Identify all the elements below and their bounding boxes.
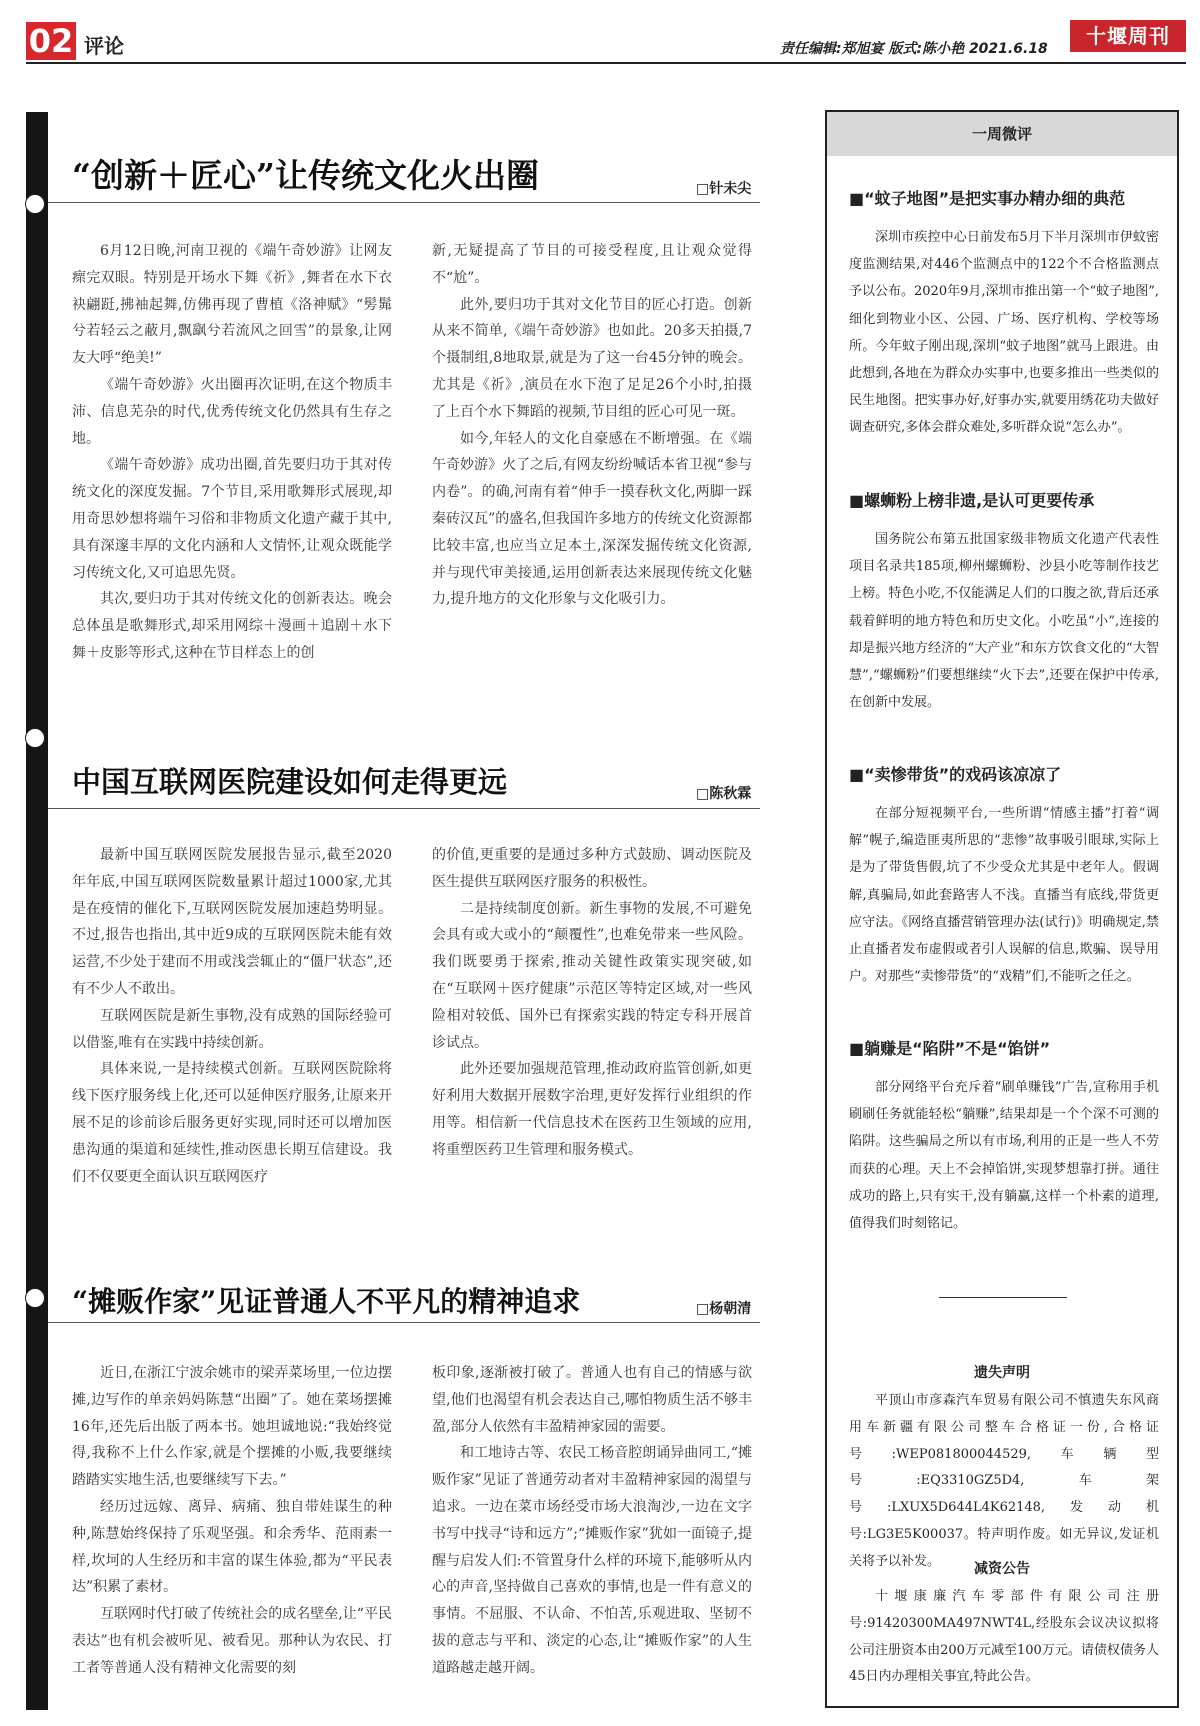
paragraph: 二是持续制度创新。新生事物的发展,不可避免会具有或大或小的“颠覆性”,也难免带来一些风险。我们既要勇于探索,推动关键性政策实现突破,如在“互联网＋医疗健康”示范区等特定区域,对一些风险相对较低、国外已有探索实践的特定专科开展首诊试点。 xyxy=(432,900,752,1051)
article-title: “创新＋匠心”让传统文化火出圈 xyxy=(72,156,539,195)
article-title: 中国互联网医院建设如何走得更远 xyxy=(72,765,508,799)
bullet-dot xyxy=(25,194,45,214)
sidebar-title: 一周微评 xyxy=(827,112,1177,156)
article-column-1 xyxy=(72,238,392,667)
article-column-2 xyxy=(432,238,752,613)
article-author: □杨朝清 xyxy=(696,1301,752,1317)
left-decor-strip xyxy=(26,112,48,1710)
section-name: 评论 xyxy=(84,34,124,58)
paragraph: 和工地诗古等、农民工杨音腔朗诵异曲同工,“摊贩作家”见证了普通劳动者对丰盈精神家园的渴望与追求。一边在菜市场经受市场大浪淘沙,一边在文字书写中找寻“诗和远方”;“摊贩作家”犹如一面镜子,提醒与启发人们:不管置身什么样的环境下,能够听从内心的声音,坚持做自己喜欢的事情,也是一件有意义的事情。不屈服、不认命、不怕苦,乐观进取、坚韧不拔的意志与平和、淡定的心态,让“摊贩作家”的人生道路越走越开阔。 xyxy=(432,1445,752,1676)
paragraph: 其次,要归功于其对传统文化的创新表达。晚会总体虽是歌舞形式,却采用网综＋漫画＋追剧＋水下舞＋皮影等形式,这种在节目样态上的创 xyxy=(72,591,392,661)
article-column-2 xyxy=(432,1360,752,1682)
article-column-1 xyxy=(72,1360,392,1682)
title-rule xyxy=(48,1322,760,1323)
page-number: 02 xyxy=(26,22,76,60)
article-title: “摊贩作家”见证普通人不平凡的精神追求 xyxy=(72,1285,581,1318)
paragraph: 《端午奇妙游》成功出圈,首先要归功于其对传统文化的深度发掘。7个节目,采用歌舞形式展现,却用奇思妙想将端午习俗和非物质文化遗产藏于其中,具有深邃丰厚的文化内涵和人文情怀,让观众既能学习传统文化,又可追思先贤。 xyxy=(72,457,392,581)
notice-text: 十堰康廉汽车零部件有限公司注册号:91420300MA497NWT4L,经股东会议决议拟将公司注册资本由200万元减至100万元。请债权债务人45日内办理相关事宜,特此公告。 xyxy=(849,1589,1159,1685)
header-divider xyxy=(26,62,1186,64)
notice-body xyxy=(849,1584,1159,1691)
masthead-logo: 十堰周刊 xyxy=(1070,20,1186,52)
paragraph: 6月12日晚,河南卫视的《端午奇妙游》让网友瘝完双眼。特别是开场水下舞《祈》,舞者在水下衣袂翩跹,拂袖起舞,仿佛再现了曹植《洛神赋》“髣髴兮若轻云之蔽月,飘飖兮若流风之回雪”的景象,让网友大呼“绝美!” xyxy=(72,243,392,367)
article-author: □针未尖 xyxy=(696,181,752,197)
comment-body xyxy=(849,800,1159,990)
paragraph: 新,无疑提高了节目的可接受程度,且让观众觉得不“尬”。 xyxy=(432,243,752,286)
notice-heading: 遗失声明 xyxy=(974,1365,1030,1381)
notice-heading: 减资公告 xyxy=(974,1561,1030,1577)
comment-body xyxy=(849,526,1159,716)
comment-text: 部分网络平台充斥着“刷单赚钱”广告,宣称用手机刷刷任务就能轻松“躺赚”,结果却是一个个深不可测的陷阱。这些骗局之所以有市场,利用的正是一些人不劳而获的心理。天上不会掉馅饼,实现梦想靠打拼。通往成功的路上,只有实干,没有躺赢,这样一个朴素的道理,值得我们时刻铭记。 xyxy=(849,1080,1159,1232)
paragraph: 板印象,逐渐被打破了。普通人也有自己的情感与欲望,他们也渴望有机会表达自己,哪怕物质生活不够丰盈,部分人依然有丰盈精神家园的需要。 xyxy=(432,1365,752,1435)
comment-heading: ■躺赚是“陷阱”不是“馅饼” xyxy=(849,1039,1051,1058)
paragraph: 此外还要加强规范管理,推动政府监管创新,如更好利用大数据开展数字治理,更好发挥行业组织的作用等。相信新一代信息技术在医药卫生领域的应用,将重塑医药卫生管理和服务模式。 xyxy=(432,1061,752,1158)
article-column-1 xyxy=(72,842,392,1190)
article-column-2 xyxy=(432,842,752,1164)
paragraph: 具体来说,一是持续模式创新。互联网医院除将线下医疗服务线上化,还可以延伸医疗服务,让原来开展不足的诊前诊后服务更好实现,同时还可以增加医患沟通的渠道和延续性,推动医患长期互信建设。我们不仅要更全面认识互联网医疗 xyxy=(72,1061,392,1185)
page-header xyxy=(0,0,1200,62)
paragraph: 的价值,更重要的是通过多种方式鼓励、调动医院及医生提供互联网医疗服务的积极性。 xyxy=(432,847,752,890)
comment-text: 深圳市疾控中心日前发布5月下半月深圳市伊蚊密度监测结果,对446个监测点中的122个不合格监测点予以公布。2020年9月,深圳市推出第一个“蚊子地图”,细化到物业小区、公园、广场、医疗机构、学校等场所。今年蚊子刚出现,深圳“蚊子地图”就马上跟进。由此想到,各地在为群众办实事中,也要多推出一些类似的民生地图。把实事办好,好事办实,就要用绣花功夫做好调查研究,多体会群众难处,多听群众说“怎么办”。 xyxy=(849,230,1159,436)
paragraph: 如今,年轻人的文化自豪感在不断增强。在《端午奇妙游》火了之后,有网友纷纷喊话本省卫视“参与内卷”。的确,河南有着“伸手一摸春秋文化,两脚一踩秦砖汉瓦”的盛名,但我国许多地方的传统文化资源都比较丰富,也应当立足本土,深深发掘传统文化资源,并与现代审美接通,运用创新表达来展现传统文化魅力,提升地方的文化形象与文化吸引力。 xyxy=(432,430,752,608)
notice-text: 平顶山市彦森汽车贸易有限公司不慎遗失东风商用车新疆有限公司整车合格证一份,合格证号:WEP081800044529,车辆型号:EQ3310GZ5D4,车架号:LXUX5D644L4K62148,发动机号:LG3E5K00037。特声明作废。如无异议,发证机关将予以补发。 xyxy=(849,1393,1159,1569)
paragraph: 《端午奇妙游》火出圈再次证明,在这个物质丰沛、信息芜杂的时代,优秀传统文化仍然具有生存之地。 xyxy=(72,376,392,447)
comment-text: 在部分短视频平台,一些所谓“情感主播”打着“调解”幌子,编造匪夷所思的“悲惨”故事吸引眼球,实际上是为了带货售假,坑了不少受众尤其是中老年人。假调解,真骗局,如此套路害人不浅。直播当有底线,带货更应守法。《网络直播营销管理办法(试行)》明确规定,禁止直播者发布虚假或者引人误解的信息,欺骗、误导用户。对那些“卖惨带货”的“戏精”们,不能听之任之。 xyxy=(849,806,1159,985)
comment-body xyxy=(849,1074,1159,1237)
paragraph: 近日,在浙江宁波余姚市的梁弄菜场里,一位边摆摊,边写作的单亲妈妈陈慧“出圈”了。她在菜场摆摊16年,还先后出版了两本书。她坦诚地说:“我始终觉得,我称不上什么作家,就是个摆摊的小贩,我要继续踏踏实实地生活,也要继续写下去。” xyxy=(72,1365,392,1489)
notice-body xyxy=(849,1388,1159,1576)
paragraph: 此外,要归功于其对文化节目的匠心打造。创新从来不简单,《端午奇妙游》也如此。20多天拍摄,7个摄制组,8地取景,就是为了这一台45分钟的晚会。尤其是《祈》,演员在水下泡了足足26个小时,拍摄了上百个水下舞蹈的视频,节目组的匠心可见一斑。 xyxy=(432,296,752,420)
paragraph: 经历过远嫁、离异、病痛、独自带娃谋生的种种,陈慧始终保持了乐观坚强。和余秀华、范雨素一样,坎坷的人生经历和丰富的谋生体验,都为“平民表达”积累了素材。 xyxy=(72,1498,392,1596)
title-rule xyxy=(48,808,760,809)
paragraph: 最新中国互联网医院发展报告显示,截至2020年年底,中国互联网医院数量累计超过1000家,尤其是在疫情的催化下,互联网医院发展加速趋势明显。不过,报告也指出,其中近9成的互联网医院未能有效运营,不少处于建而不用或浅尝辄止的“僵尸状态”,还有不少人不敢出。 xyxy=(72,847,392,997)
comment-heading: ■“蚊子地图”是把实事办精办细的典范 xyxy=(849,189,1126,208)
editor-info: 责任编辑:郑旭宴 版式:陈小艳 2021.6.18 xyxy=(780,41,1048,57)
paragraph: 互联网时代打破了传统社会的成名壁垒,让“平民表达”也有机会被听见、被看见。那种认为农民、打工者等普通人没有精神文化需要的刻 xyxy=(72,1606,392,1676)
weekly-comments-sidebar xyxy=(825,110,1179,1708)
sidebar-divider xyxy=(939,1297,1067,1298)
article-author: □陈秋霖 xyxy=(696,786,752,802)
comment-text: 国务院公布第五批国家级非物质文化遗产代表性项目名录共185项,柳州螺蛳粉、沙县小吃等制作技艺上榜。特色小吃,不仅能满足人们的口腹之欲,背后还承载着鲜明的地方特色和历史文化。小吃虽“小”,连接的却是振兴地方经济的“大产业”和东方饮食文化的“大智慧”,“螺蛳粉”们要想继续“火下去”,还要在保护中传承,在创新中发展。 xyxy=(849,532,1159,711)
title-rule xyxy=(48,202,760,203)
comment-body xyxy=(849,224,1159,442)
bullet-dot xyxy=(25,728,45,748)
bullet-dot xyxy=(25,1288,45,1308)
comment-heading: ■“卖惨带货”的戏码该凉凉了 xyxy=(849,765,1062,784)
paragraph: 互联网医院是新生事物,没有成熟的国际经验可以借鉴,唯有在实践中持续创新。 xyxy=(72,1007,392,1051)
comment-heading: ■螺蛳粉上榜非遗,是认可更要传承 xyxy=(849,491,1095,510)
